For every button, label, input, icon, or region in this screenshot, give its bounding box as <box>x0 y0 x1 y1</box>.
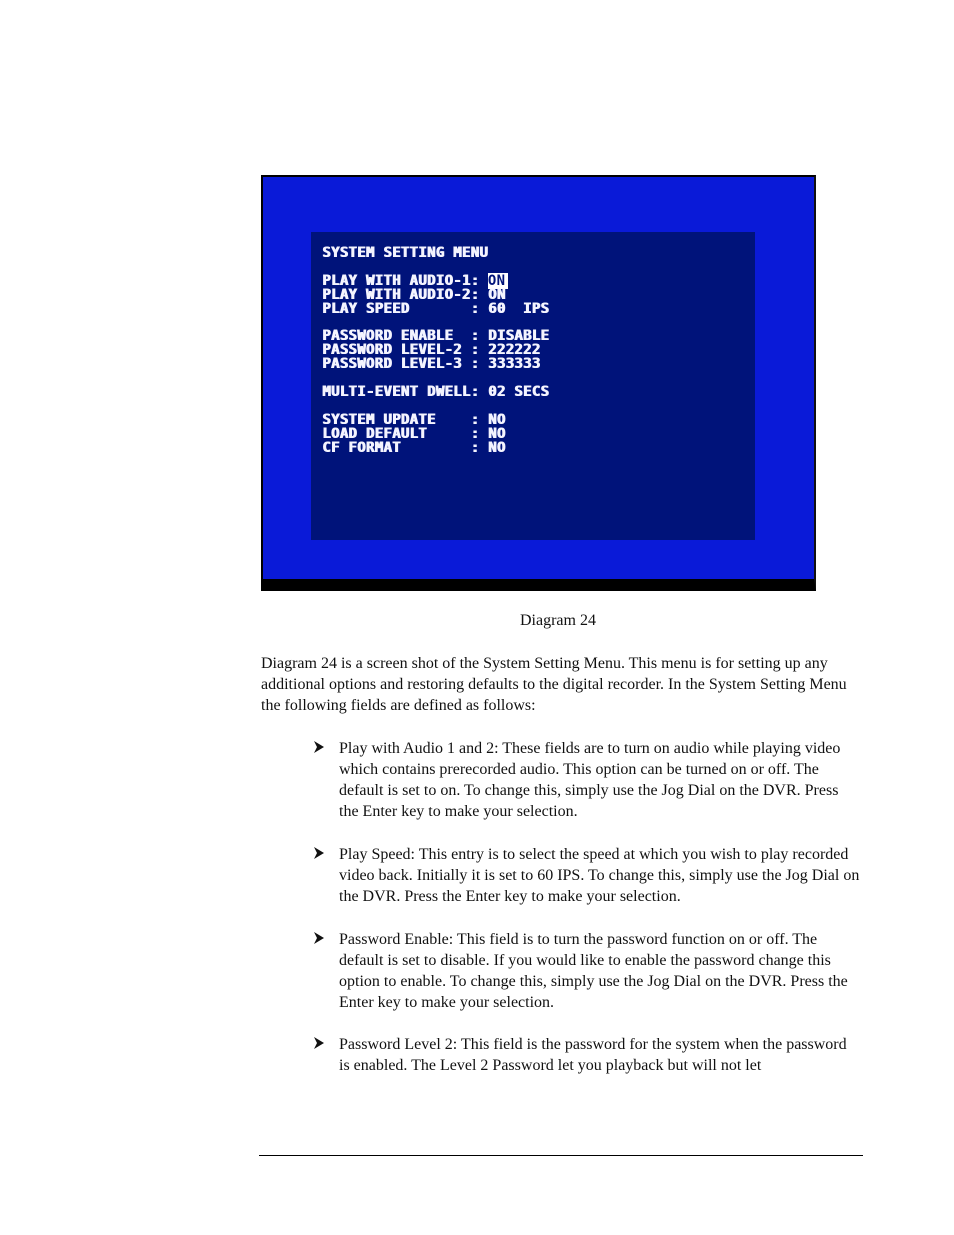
bullet-item <box>312 844 860 907</box>
system-setting-menu-panel <box>311 232 755 540</box>
menu-item-load-default[interactable]: LOAD DEFAULT : NO <box>322 426 506 442</box>
menu-item-password-level-2[interactable]: PASSWORD LEVEL-2 : 222222 <box>322 342 541 358</box>
footer-rule <box>259 1155 863 1156</box>
menu-item-play-speed[interactable]: PLAY SPEED : 60 IPS <box>322 301 549 317</box>
arrowhead-bullet-icon <box>312 846 326 860</box>
bullet-text: Play Speed: This entry is to select the speed at which you wish to play recorded video back. Initially it is set to 60 IPS. To change this, simply use the Jog Dial on the DVR. Press the Enter key to make your selection. <box>339 846 860 905</box>
arrowhead-bullet-icon <box>312 931 326 945</box>
dvr-menu-screenshot <box>261 175 816 591</box>
menu-value-selected: ON <box>488 273 508 289</box>
menu-item-cf-format[interactable]: CF FORMAT : NO <box>322 440 506 456</box>
arrowhead-bullet-icon <box>312 1036 326 1050</box>
menu-item-multi-event-dwell[interactable]: MULTI-EVENT DWELL: 02 SECS <box>322 384 549 400</box>
bullet-text: Password Level 2: This field is the password for the system when the password is enabled. The Level 2 Password let you playback but will not let <box>339 1036 847 1074</box>
menu-item-play-audio-2[interactable]: PLAY WITH AUDIO-2: ON <box>322 287 506 303</box>
menu-title: SYSTEM SETTING MENU <box>322 245 488 261</box>
menu-item-password-level-3[interactable]: PASSWORD LEVEL-3 : 333333 <box>322 356 541 372</box>
bullet-item <box>312 1034 860 1076</box>
bullet-text: Play with Audio 1 and 2: These fields are to turn on audio while playing video which contains prerecorded audio. This option can be turned on or off. The default is set to on. To change this, simply use the Jog Dial on the DVR. Press the Enter key to make your selection. <box>339 740 841 820</box>
intro-paragraph: Diagram 24 is a screen shot of the System Setting Menu. This menu is for setting up any additional options and restoring defaults to the digital recorder. In the System Setting Menu the following fields are defined as follows: <box>261 655 847 714</box>
menu-item-password-enable[interactable]: PASSWORD ENABLE : DISABLE <box>322 328 549 344</box>
bullet-item <box>312 738 860 822</box>
menu-item-system-update[interactable]: SYSTEM UPDATE : NO <box>322 412 506 428</box>
bullet-item <box>312 929 860 1013</box>
bullet-text: Password Enable: This field is to turn the password function on or off. The default is set to disable. If you would like to enable the password change this option to enable. To change this, simply use the Jog Dial on the DVR. Press the Enter key to make your selection. <box>339 931 848 1011</box>
figure-caption: Diagram 24 <box>520 612 596 629</box>
menu-item-play-audio-1[interactable]: PLAY WITH AUDIO-1: ON <box>322 274 508 288</box>
arrowhead-bullet-icon <box>312 740 326 754</box>
